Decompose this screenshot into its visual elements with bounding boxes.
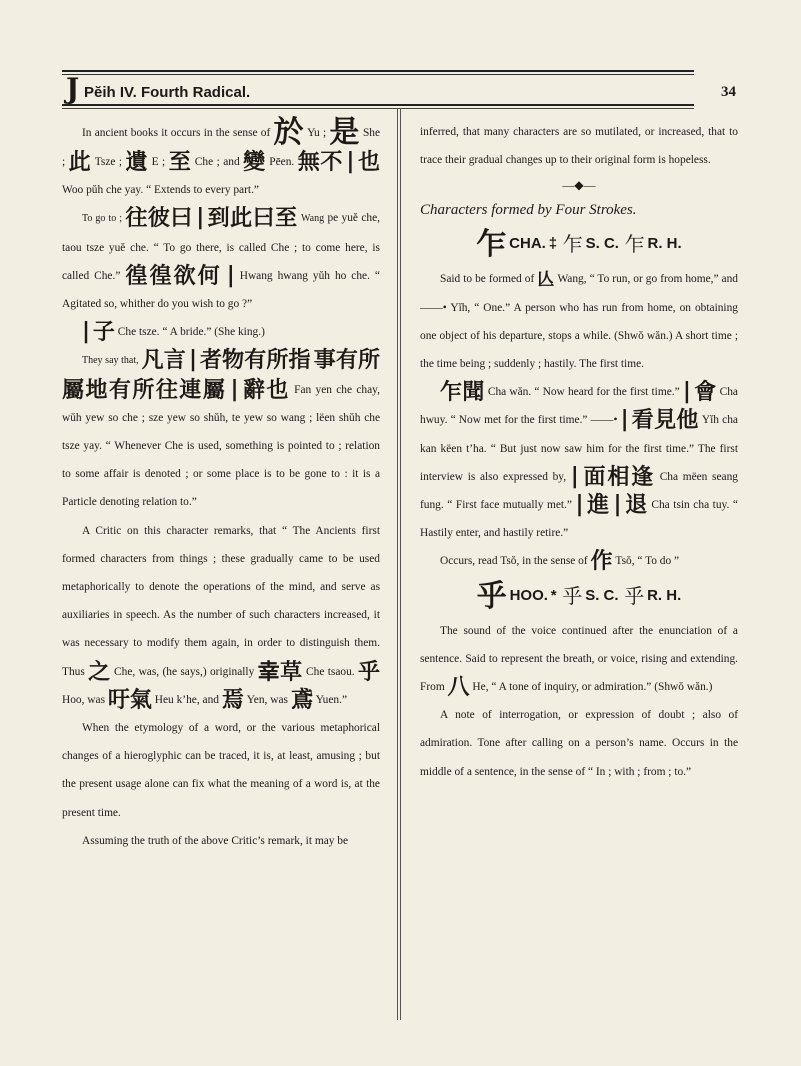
repeat-mark: | [230,376,239,402]
left-para-2: To go to ; 往彼曰 | 到此曰至 Wang pe yuĕ che, taou tsze yuĕ che. “ To go there, is called Che ; to come here, is called Che.” 徨徨欲何 | Hwang hwang yŭh ho che. “ Agitated so, whither do you wish to go ?” [62,205,380,311]
cjk-char: 到此曰至 [207,206,298,232]
cjk-char: 鳶 [290,687,313,713]
header-rule-thin [62,108,694,109]
cjk-char: 作 [590,549,613,575]
right-para-4: Occurs, read Tsŏ, in the sense of 作 Tsŏ, “ To do ” [440,549,680,575]
cjk-char: 於 [273,115,304,150]
cjk-char: 子 [92,320,115,346]
cjk-char: 焉 [221,687,244,713]
repeat-mark: | [346,149,355,174]
seal-script-label: S. C. [585,586,619,604]
left-para-6: When the etymology of a word, or the various metaphorical changes of a hieroglyphic can be traced, it is, at least, amusing ; but the present usage alone can fix what the meaning of a word is, at the present time. [62,722,380,819]
left-para-5: A Critic on this character remarks, that “ The Ancients first formed characters from things ; these gradually came to be used metaphorically to denote the operations of the mind, and serve as auxiliaries in speech. As the number of such characters increased, it was necessary to modify them again, in order to distinguish them. Thus 之 Che, was, (he says,) originally 𦍒草 Che tsaou. 乎 Hoo, was 吁氣 Heu k’he, and 焉 Yen, was 鳶 Yuen.” [62,524,380,713]
left-column [62,115,381,855]
left-para-3: | 子 Che tsze. “ A bride.” (She king.) [82,319,265,346]
entry-cha [420,224,738,265]
cjk-char: 八 [447,675,470,701]
repeat-mark: | [575,492,584,518]
column-divider [397,108,398,1020]
cjk-char: 辭也 [242,377,290,403]
cjk-char: 變 [243,150,266,175]
right-para-6: A note of interrogation, or expression of doubt ; also of admiration. Tone after calling on a person’s name. Occurs in the middle of a sentence, in the sense of “ In ; with ; from ; to.” [420,709,738,778]
running-hand-character: 乍 [624,232,645,257]
running-title: Pĕih IV. Fourth Radical. [84,84,251,101]
entry-character: 乍 [476,227,507,263]
right-column [420,118,738,786]
left-para-7: Assuming the truth of the above Critic’s remark, it may be [82,834,349,847]
cjk-char: 退 [625,493,648,519]
page-number: 34 [721,84,736,100]
cjk-char: 凡言 [141,348,186,374]
cjk-char: 此 [68,150,92,175]
right-para-1: inferred, that many characters are so mutilated, or increased, that to trace their gradual changes up to their original form is hopeless. [420,126,738,167]
entry-mark: ‡ [548,235,558,253]
cjk-char: 事有所屬地有所往連屬 [62,348,380,403]
left-para-1: In ancient books it occurs in the sense of 於 Yu ; 是 She ; 此 Tsze ; 遺 E ; 至 Che ; and 變 Pēen. 無不 | 也 Woo pŭh che yay. “ Extends to every part.” [62,115,381,197]
cjk-char: 會 [694,380,717,406]
cjk-char: 遺 [125,150,149,175]
cjk-char: 往彼曰 [125,206,193,232]
cjk-char: 吁氣 [107,687,152,713]
cjk-char: 至 [168,150,192,175]
one-stroke-arrow: ——• [420,301,447,314]
right-para-2: Said to be formed of 亾 Wang, “ To run, or go from home,” and ——• Yĭh, “ One.” A person who has run from home, on obtaining one object of his departure, stops a while. (Shwŏ wăn.) A short time ; the time being ; suddenly ; hastily. The first time. [420,270,738,371]
repeat-mark: | [620,407,629,433]
cjk-char: 面相逢 [583,464,655,490]
repeat-mark: | [682,379,691,405]
ornament: —◆— [562,178,596,193]
repeat-mark: | [188,347,197,373]
cjk-char: 看見他 [631,408,699,434]
repeat-mark: | [570,463,579,489]
seal-character: 乎 [562,583,583,608]
running-hand-label: R. H. [647,235,682,253]
cjk-char: 𦍒 [257,659,281,685]
running-hand-label: R. H. [647,586,682,604]
section-heading: Characters formed by Four Strokes. [420,202,637,219]
seal-character: 乍 [562,232,583,257]
repeat-mark: | [196,205,205,231]
seal-script-label: S. C. [585,235,619,253]
header-rule [62,104,694,106]
entry-romanization: CHA. [509,235,546,253]
cjk-char: 乍聞 [440,380,485,406]
one-stroke-arrow: ——• [590,414,618,427]
left-para-4: They say that, 凡言 | 者物有所指 事有所屬地有所往連屬 | 辭也 Fan yen che chay, wŭh yew so che ; sze yew so shŭh, te yew so wang ; lëen shŭh che tsze yay. “ Whenever Che is used, something is pointed to ; relation to some affair is denoted ; or some place is to be gone to : it is a Particle denoting relation to.” [62,347,380,509]
top-rule [62,70,694,72]
repeat-mark: | [613,492,622,518]
page-header [62,72,736,105]
entry-romanization: HOO. [509,586,548,604]
cjk-char: 是 [329,115,360,150]
right-para-3: 乍聞 Cha wăn. “ Now heard for the first time.” | 會 Cha hwuy. “ Now met for the first time.” ——• | 看見他 Yĭh cha kan këen t’ha. “ But just now saw him for the first time.” The first interview is also expressed by, | 面相逢 Cha mëen seang fung. “ First face mutually met.” | 進 | 退 Cha tsin cha tuy. “ Hastily enter, and hastily retire.” [420,379,738,540]
header-mark: J [66,72,80,105]
cjk-char: 草 [280,659,303,685]
repeat-mark: | [226,262,235,288]
column-divider-2 [400,108,401,1020]
cjk-char: 亾 [537,270,555,291]
cjk-char: 徨徨欲何 [125,263,222,289]
cjk-char: 也 [357,150,380,175]
top-rule-thin [62,74,694,75]
cjk-char: 進 [587,493,610,519]
entry-character: 乎 [476,578,507,614]
entry-mark: * [550,586,557,604]
repeat-mark: | [82,319,91,345]
cjk-char: 者物有所指 [199,348,311,374]
right-para-5: The sound of the voice continued after the enunciation of a sentence. Said to represent the breath, or voice, rising and extending. From 八 He, “ A tone of inquiry, or admiration.” (Shwŏ wăn.) [420,624,738,701]
entry-hoo [420,576,738,617]
cjk-char: 乎 [357,659,380,685]
running-hand-character: 乎 [624,583,645,608]
cjk-char: 無不 [297,150,343,175]
cjk-char: 之 [88,659,111,685]
